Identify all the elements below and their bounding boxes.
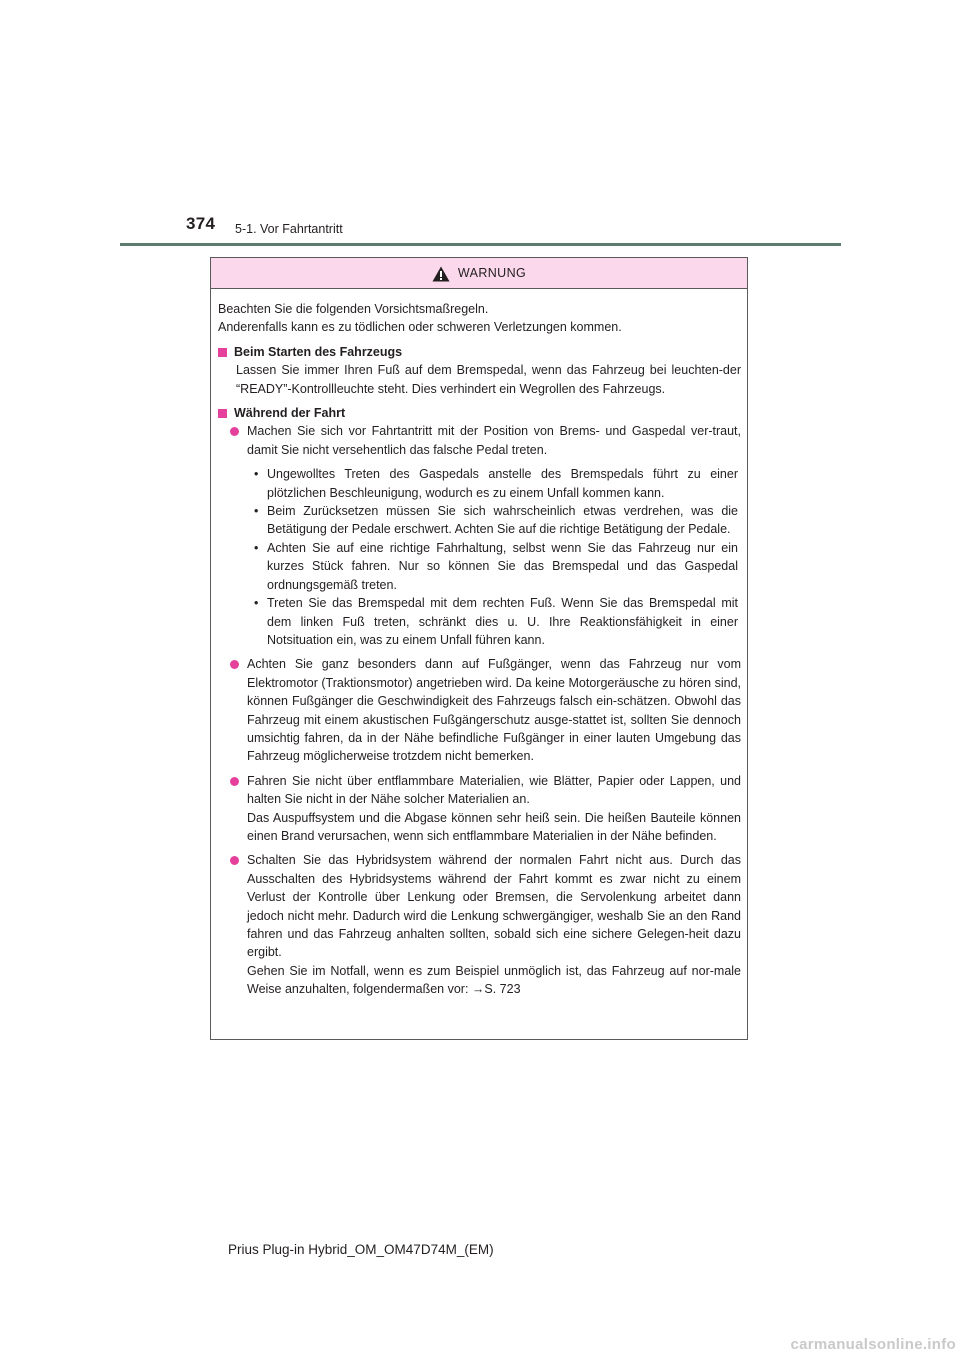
subheading-starting <box>218 343 741 361</box>
driving-item-pedals <box>218 422 741 459</box>
pedal-bullet-list <box>218 465 741 649</box>
list-item <box>254 539 741 594</box>
subheading-driving-label: Während der Fahrt <box>234 406 346 421</box>
list-item-text: Achten Sie auf eine richtige Fahrhaltung, selbst wenn Sie das Fahrzeug nur ein kurzes Stück fahren. Nur so können Sie das Bremspedal und das Gaspedal ordnungsgemäß treten. <box>267 540 738 592</box>
driving-item-hybrid-text-a: Schalten Sie das Hybridsystem während der normalen Fahrt nicht aus. Durch das Ausschalten des Hybridsystems während der Fahrt kommt es zwar nicht zu einem Verlust der Kontrolle über Lenkung oder Bremsen, die Servolenkung arbeitet dann jedoch nicht mehr. Dadurch wird die Lenkung schwergängiger, weshalb Sie an den Rand fahren und das Fahrzeug anhalten sollten, sobald sich eine sichere Gelegen-heit dazu ergibt. <box>247 853 741 960</box>
warning-intro-line-2: Anderenfalls kann es zu tödlichen oder schweren Verletzungen kommen. <box>218 320 622 335</box>
list-item-text: Beim Zurücksetzen müssen Sie sich wahrscheinlich etwas verdrehen, was die Betätigung der Pedale erschwert. Achten Sie auf die richtige Betätigung der Pedale. <box>267 504 738 537</box>
bullet-mark: • <box>254 540 259 555</box>
warning-triangle-icon <box>432 266 450 282</box>
warning-box <box>210 257 748 1040</box>
circle-bullet-icon <box>230 660 239 669</box>
bullet-mark: • <box>254 504 259 519</box>
warning-title: WARNUNG <box>457 266 527 280</box>
circle-bullet-icon <box>230 856 239 865</box>
circle-bullet-icon <box>230 427 239 436</box>
list-item <box>254 594 741 649</box>
watermark-text: carmanualsonline.info <box>790 1336 956 1353</box>
list-item <box>254 465 741 502</box>
driving-item-pedestrians <box>218 655 741 765</box>
page-number: 374 <box>186 214 216 233</box>
subheading-driving <box>218 404 741 422</box>
subheading-starting-label: Beim Starten des Fahrzeugs <box>234 344 403 359</box>
header-divider <box>120 243 841 246</box>
driving-item-flammable <box>218 772 741 846</box>
driving-item-hybrid-system <box>218 851 741 998</box>
driving-item-pedestrians-text: Achten Sie ganz besonders dann auf Fußgänger, wenn das Fahrzeug nur vom Elektromotor (Traktionsmotor) angetrieben wird. Da keine Motorgeräusche zu hören sind, können Fußgänger die Geschwindigkeit des Fahrzeugs falsch ein-schätzen. Obwohl das Fahrzeug mit einem akustischen Fußgängerschutz ausge-stattet ist, sollten Sie dennoch umsichtig fahren, da in der Nähe befindliche Fußgänger in einer lauten Umgebung das Fahrzeug möglicherweise trotzdem nicht bemerken. <box>247 657 741 764</box>
driving-item-flammable-text-a: Fahren Sie nicht über entflammbare Materialien, wie Blätter, Papier oder Lappen, und halten Sie nicht in der Nähe solcher Materialien an. <box>247 773 741 807</box>
document-id: Prius Plug-in Hybrid_OM_OM47D74M_(EM) <box>228 1242 494 1257</box>
list-item <box>254 502 741 539</box>
list-item-text: Treten Sie das Bremspedal mit dem rechten Fuß. Wenn Sie das Bremspedal mit dem linken Fuß treten, schränkt dies u. U. Ihre Reaktionsfähigkeit in einer Notsituation ein, was zu einem Unfall führen kann. <box>267 596 738 647</box>
circle-bullet-icon <box>230 777 239 786</box>
square-bullet-icon <box>218 348 227 357</box>
warning-header <box>211 258 747 289</box>
driving-item-hybrid-text-b: Gehen Sie im Notfall, wenn es zum Beispiel unmöglich ist, das Fahrzeug auf nor-male Weise anzuhalten, folgendermaßen vor: →S. 723 <box>247 963 741 997</box>
starting-text: Lassen Sie immer Ihren Fuß auf dem Bremspedal, wenn das Fahrzeug bei leuchten-der “READY”-Kontrollleuchte steht. Dies verhindert ein Wegrollen des Fahrzeugs. <box>236 363 741 396</box>
section-title: 5-1. Vor Fahrtantritt <box>235 222 343 236</box>
warning-intro-line-1: Beachten Sie die folgenden Vorsichtsmaßregeln. <box>218 302 489 316</box>
driving-item-flammable-text-b: Das Auspuffsystem und die Abgase können sehr heiß sein. Die heißen Bauteile können einen Brand verursachen, wenn sich entflammbare Materialien in der Nähe befinden. <box>247 810 741 843</box>
bullet-mark: • <box>254 467 259 482</box>
list-item-text: Ungewolltes Treten des Gaspedals anstelle des Bremspedals führt zu einer plötzlichen Beschleunigung, wodurch es zu einem Unfall kommen kann. <box>267 467 738 500</box>
page-header <box>0 0 960 250</box>
bullet-mark: • <box>254 596 259 611</box>
driving-item-pedals-text: Machen Sie sich vor Fahrtantritt mit der Position von Brems- und Gaspedal ver-traut, damit Sie nicht versehentlich das falsche Pedal treten. <box>247 424 741 457</box>
square-bullet-icon <box>218 409 227 418</box>
warning-body <box>211 289 747 999</box>
